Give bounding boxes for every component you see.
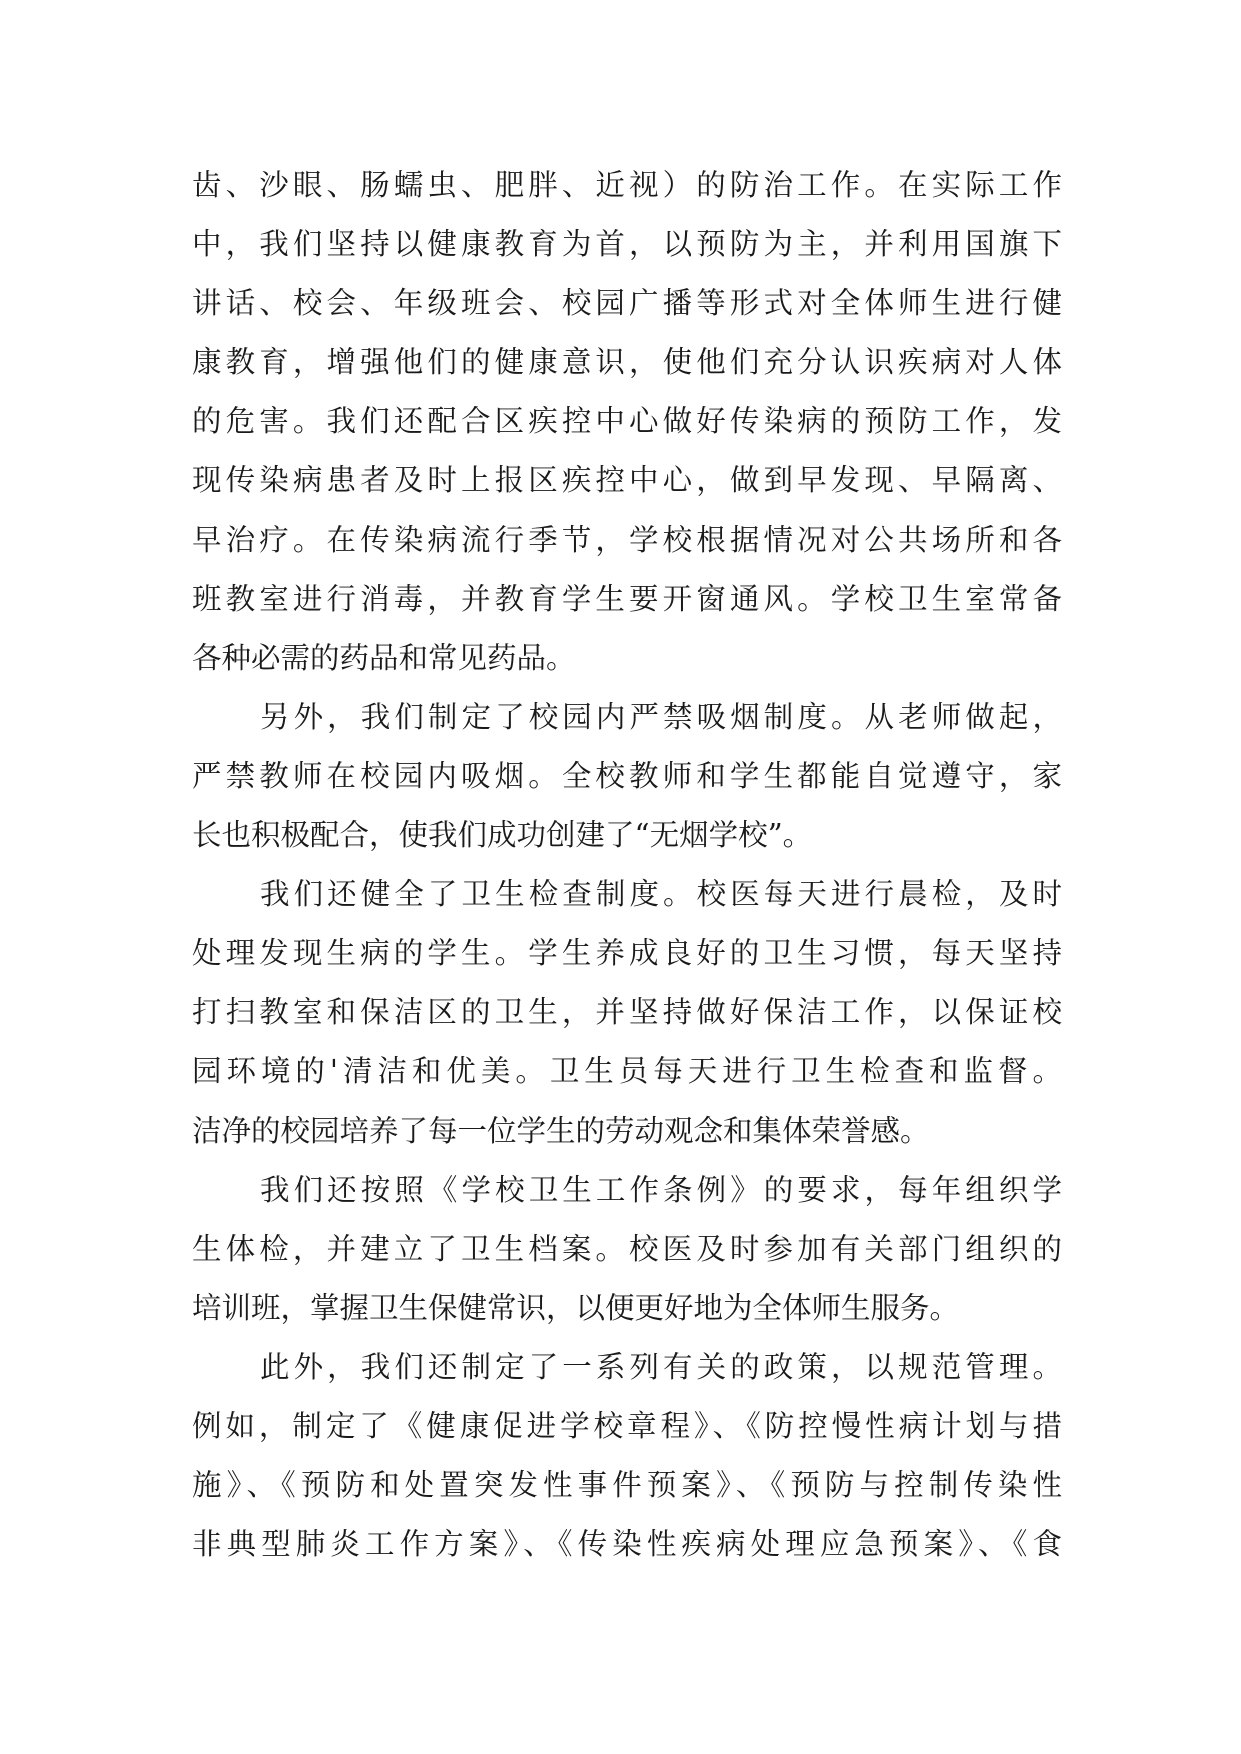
paragraph-first-line: 此外，我们还制定了一系列有关的政策，以规范管理。 <box>260 1349 1062 1384</box>
text-line: 处理发现生病的学生。学生养成良好的卫生习惯，每天坚持 <box>192 936 1062 971</box>
text-line: 例如，制定了《健康促进学校章程》、《防控慢性病计划与措 <box>192 1408 1062 1443</box>
text-line: 非典型肺炎工作方案》、《传染性疾病处理应急预案》、《食 <box>192 1527 1062 1562</box>
text-line: 打扫教室和保洁区的卫生，并坚持做好保洁工作，以保证校 <box>192 995 1062 1030</box>
text-line: 培训班，掌握卫生保健常识，以便更好地为全体师生服务。 <box>192 1290 960 1325</box>
text-line: 生体检，并建立了卫生档案。校医及时参加有关部门组织的 <box>192 1231 1062 1266</box>
text-line: 的危害。我们还配合区疾控中心做好传染病的预防工作，发 <box>192 404 1062 439</box>
document-body <box>192 156 1062 1574</box>
text-line: 早治疗。在传染病流行季节，学校根据情况对公共场所和各 <box>192 522 1062 557</box>
text-line: 施》、《预防和处置突发性事件预案》、《预防与控制传染性 <box>192 1468 1062 1503</box>
text-line: 严禁教师在校园内吸烟。全校教师和学生都能自觉遵守，家 <box>192 758 1062 793</box>
text-line: 齿、沙眼、肠蠕虫、肥胖、近视）的防治工作。在实际工作 <box>192 168 1062 202</box>
text-line: 洁净的校园培养了每一位学生的劳动观念和集体荣誉感。 <box>192 1113 930 1148</box>
paragraph-first-line: 我们还按照《学校卫生工作条例》的要求，每年组织学 <box>260 1172 1062 1207</box>
text-line: 长也积极配合，使我们成功创建了“无烟学校”。 <box>192 818 813 853</box>
text-line: 康教育，增强他们的健康意识，使他们充分认识疾病对人体 <box>192 345 1062 380</box>
text-line: 班教室进行消毒，并教育学生要开窗通风。学校卫生室常备 <box>192 581 1062 616</box>
text-line: 园环境的'清洁和优美。卫生员每天进行卫生检查和监督。 <box>192 1054 1062 1089</box>
text-line: 中，我们坚持以健康教育为首，以预防为主，并利用国旗下 <box>192 227 1062 262</box>
paragraph-first-line: 我们还健全了卫生检查制度。校医每天进行晨检，及时 <box>260 877 1062 912</box>
paragraph-first-line: 另外，我们制定了校园内严禁吸烟制度。从老师做起， <box>260 699 1062 734</box>
text-line: 讲话、校会、年级班会、校园广播等形式对全体师生进行健 <box>192 286 1062 321</box>
text-line: 各种必需的药品和常见药品。 <box>192 640 576 675</box>
text-line: 现传染病患者及时上报区疾控中心，做到早发现、早隔离、 <box>192 463 1062 498</box>
